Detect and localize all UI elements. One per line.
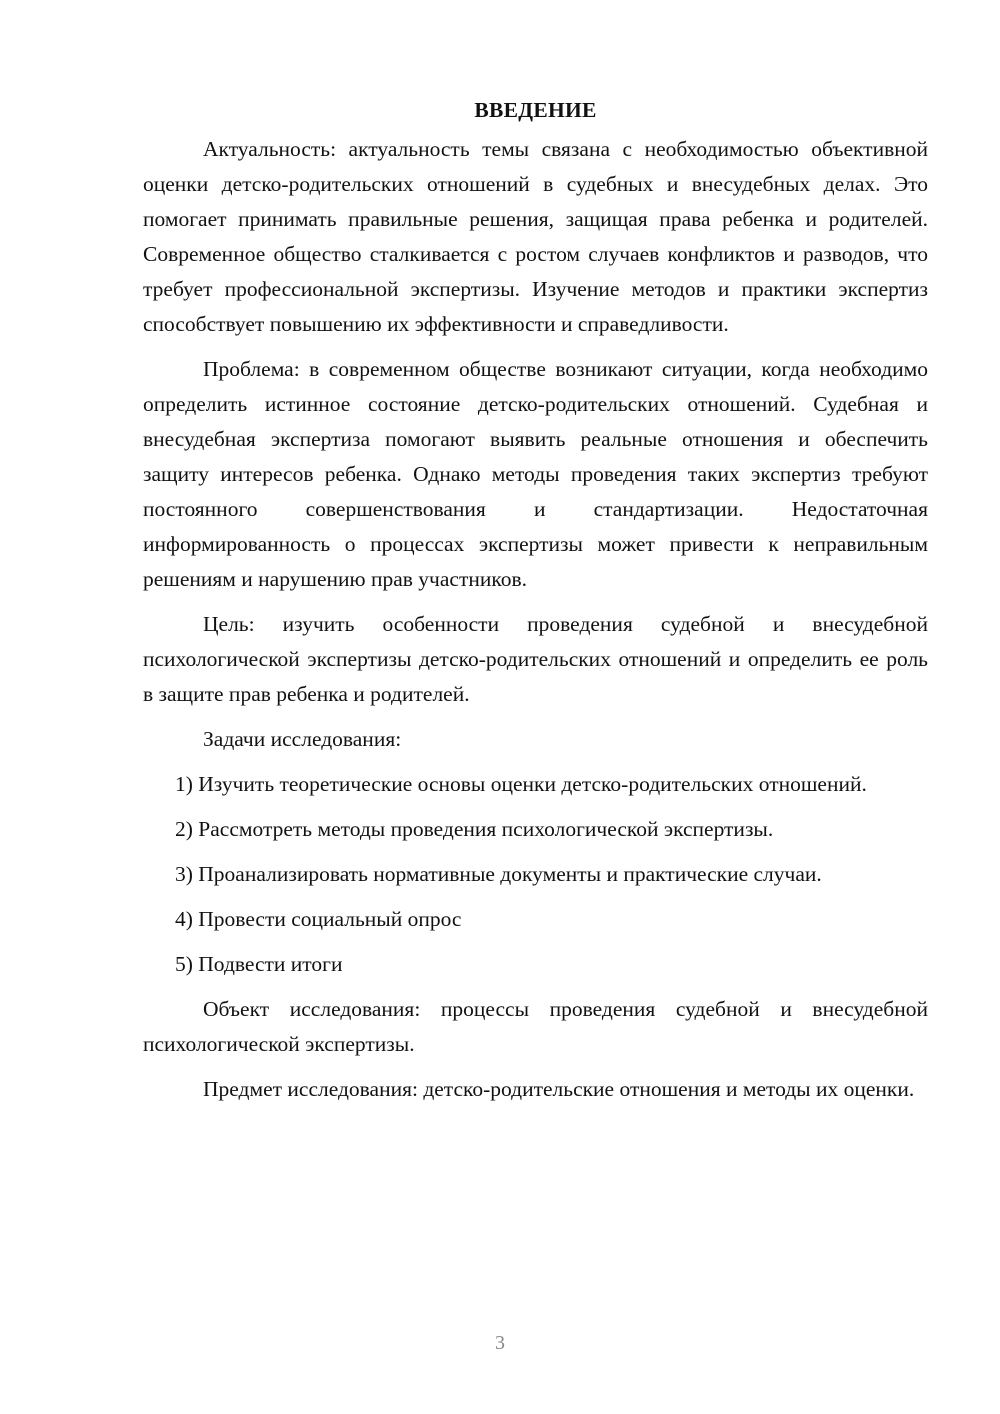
paragraph-object: Объект исследования: процессы проведения судебной и внесудебной психологической экспертизы. [143,997,928,1056]
paragraph-relevance: Актуальность: актуальность темы связана с необходимостью объективной оценки детско-родительских отношений в судебных и внесудебных делах. Это помогает принимать правильные решения, защищая права ребенка и родителей. Современное общество сталкивается с ростом случаев конфликтов и разводов, что требует профессиональной экспертизы. Изучение методов и практики экспертиз способствует повышению их эффективности и справедливости. [143,137,928,336]
page-number: 3 [495,1332,505,1354]
task-item-4: 4) Провести социальный опрос [175,907,462,931]
paragraph-subject: Предмет исследования: детско-родительские отношения и методы их оценки. [203,1077,915,1101]
tasks-label: Задачи исследования: [203,727,402,751]
task-item-3: 3) Проанализировать нормативные документы и практические случаи. [175,862,822,886]
page-content [143,93,928,1117]
task-item-5: 5) Подвести итоги [175,952,343,976]
paragraph-problem: Проблема: в современном обществе возникают ситуации, когда необходимо определить истинное состояние детско-родительских отношений. Судебная и внесудебная экспертиза помогают выявить реальные отношения и обеспечить защиту интересов ребенка. Однако методы проведения таких экспертиз требуют постоянного совершенствования и стандартизации. Недостаточная информированность о процессах экспертизы может привести к неправильным решениям и нарушению прав участников. [143,357,928,591]
section-title: ВВЕДЕНИЕ [474,98,597,122]
task-item-2: 2) Рассмотреть методы проведения психологической экспертизы. [175,817,774,841]
task-item-1: 1) Изучить теоретические основы оценки детско-родительских отношений. [175,772,867,796]
paragraph-goal: Цель: изучить особенности проведения судебной и внесудебной психологической экспертизы детско-родительских отношений и определить ее роль в защите прав ребенка и родителей. [143,612,928,706]
